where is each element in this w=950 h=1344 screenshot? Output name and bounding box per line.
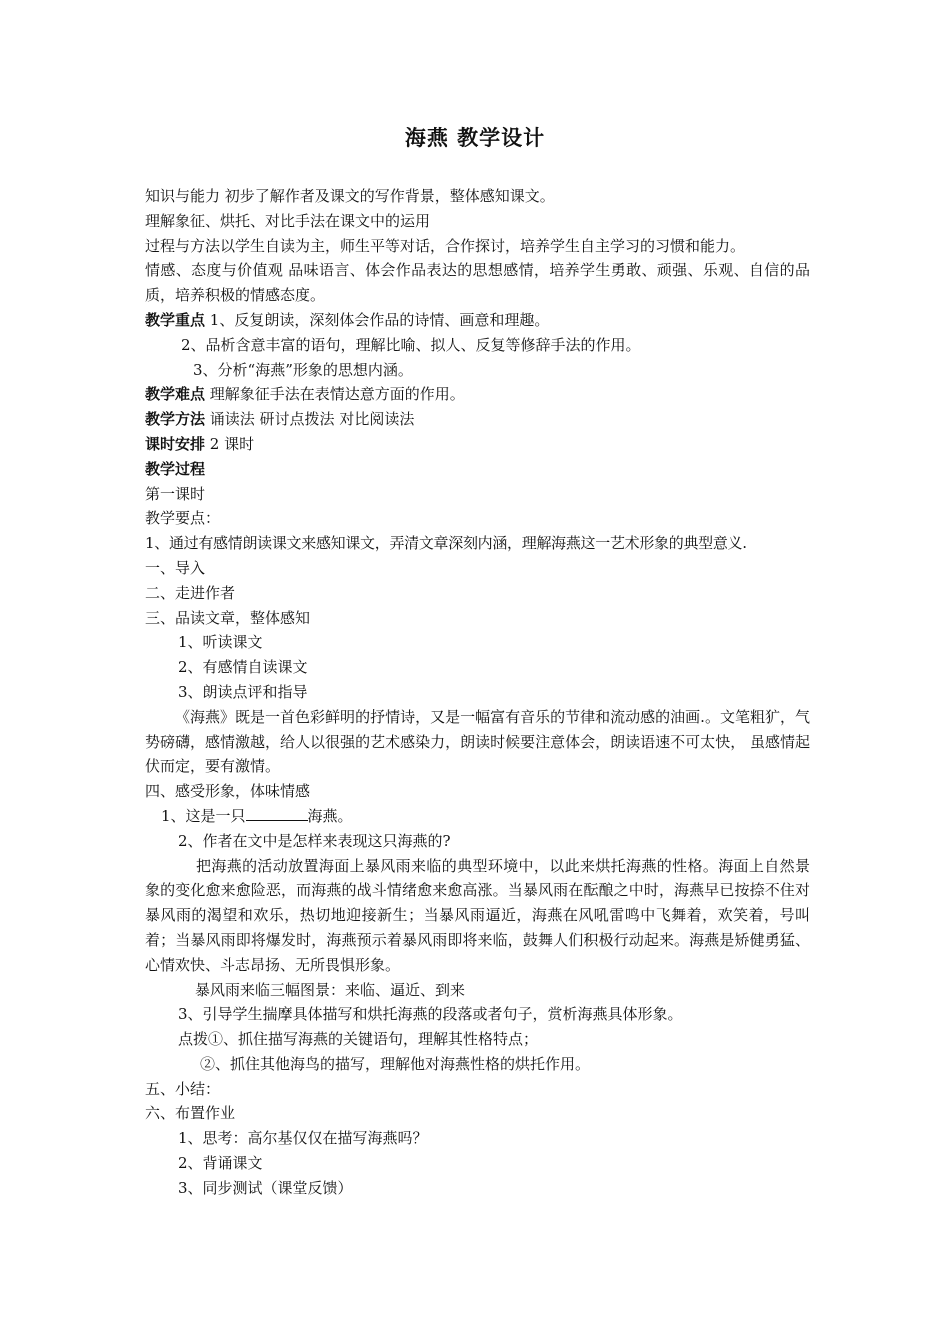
section-5: 五、小结： — [145, 1079, 221, 1098]
objective-knowledge: 知识与能力 初步了解作者及课文的写作背景，整体感知课文。 — [145, 187, 555, 205]
document-body — [145, 184, 810, 1201]
section-3: 三、品读文章，整体感知 — [145, 608, 311, 627]
key-point-1: 1、反复朗读，深刻体会作品的诗情、画意和理趣。 — [205, 310, 550, 329]
objective-knowledge-2: 理解象征、烘托、对比手法在课文中的运用 — [145, 211, 431, 230]
lesson-points-label: 教学要点： — [145, 509, 221, 528]
key-point-3: 3、分析“海燕”形象的思想内涵。 — [193, 360, 413, 379]
document-title: 海燕 教学设计 — [404, 126, 546, 150]
section-4-hint-2: ②、抓住其他海鸟的描写，理解他对海燕性格的烘托作用。 — [200, 1054, 591, 1073]
fill-in-blank — [246, 806, 308, 821]
method-label: 教学方法 — [145, 410, 206, 429]
section-4: 四、感受形象，体味情感 — [145, 782, 311, 801]
section-1: 一、导入 — [145, 558, 206, 577]
section-4-paragraph: 把海燕的活动放置海面上暴风雨来临的典型环境中，以此来烘托海燕的性格。海面上自然景象的变化愈来愈险恶，而海燕的战斗情绪愈来愈高涨。当暴风雨在酝酿之中时，海燕早已按捺不住对暴风雨的渴望和欢乐，热切地迎接新生；当暴风雨逼近，海燕在风吼雷鸣中飞舞着，欢笑着，号叫着；当暴风雨即将爆发时，海燕预示着暴风雨即将来临，鼓舞人们积极行动起来。海燕是矫健勇猛、心情欢快、斗志昂扬、无所畏惧形象。 — [145, 856, 810, 974]
key-points-label: 教学重点 — [145, 310, 206, 329]
difficulty-text: 理解象征手法在表情达意方面的作用。 — [205, 385, 465, 404]
lesson-point-1: 1、通过有感情朗读课文来感知课文，弄清文章深刻内涵，理解海燕这一艺术形象的典型意义. — [145, 534, 747, 553]
key-point-2: 2、品析含意丰富的语句，理解比喻、拟人、反复等修辞手法的作用。 — [181, 335, 641, 354]
section-4-item-1-end: 海燕。 — [307, 806, 353, 825]
schedule-text: 2 课时 — [205, 434, 255, 453]
section-4-item-1 — [145, 804, 810, 829]
key-points-line — [145, 308, 810, 333]
section-6-item-3: 3、同步测试（课堂反馈） — [178, 1178, 353, 1197]
section-3-item-1: 1、听读课文 — [178, 633, 263, 652]
section-3-item-2: 2、有感情自读课文 — [178, 658, 308, 677]
method-line — [145, 407, 810, 432]
objective-emotion: 情感、态度与价值观 品味语言、体会作品表达的思想感情，培养学生勇敢、顽强、乐观、自信的品质，培养积极的情感态度。 — [145, 261, 810, 305]
section-6-item-1: 1、思考：高尔基仅仅在描写海燕吗？ — [178, 1129, 428, 1148]
section-2: 二、走进作者 — [145, 583, 236, 602]
section-4-item-3: 3、引导学生揣摩具体描写和烘托海燕的段落或者句子，赏析海燕具体形象。 — [178, 1005, 683, 1024]
schedule-label: 课时安排 — [145, 434, 206, 453]
method-text: 诵读法 研讨点拨法 对比阅读法 — [205, 410, 415, 429]
difficulty-label: 教学难点 — [145, 385, 206, 404]
section-6-item-2: 2、背诵课文 — [178, 1154, 263, 1173]
difficulty-line — [145, 382, 810, 407]
section-4-scenes: 暴风雨来临三幅图景：来临、逼近、到来 — [195, 980, 466, 999]
section-4-hint-1: 点拨①、抓住描写海燕的关键语句，理解其性格特点； — [178, 1030, 539, 1049]
process-heading: 教学过程 — [145, 459, 206, 478]
section-3-item-3: 3、朗读点评和指导 — [178, 682, 308, 701]
section-4-item-2: 2、作者在文中是怎样来表现这只海燕的? — [178, 831, 451, 850]
schedule-line — [145, 432, 810, 457]
section-3-paragraph: 《海燕》既是一首色彩鲜明的抒情诗，又是一幅富有音乐的节律和流动感的油画.。文笔粗犷，气势磅礴，感情激越，给人以很强的艺术感染力，朗读时候要注意体会，朗读语速不可太快， 虽感情起伏而定，要有激情。 — [145, 707, 810, 776]
section-4-item-1-start: 1、这是一只 — [161, 806, 246, 825]
section-6: 六、布置作业 — [145, 1104, 236, 1123]
lesson-name: 第一课时 — [145, 484, 206, 503]
objective-process: 过程与方法以学生自读为主，师生平等对话，合作探讨，培养学生自主学习的习惯和能力。 — [145, 236, 746, 255]
